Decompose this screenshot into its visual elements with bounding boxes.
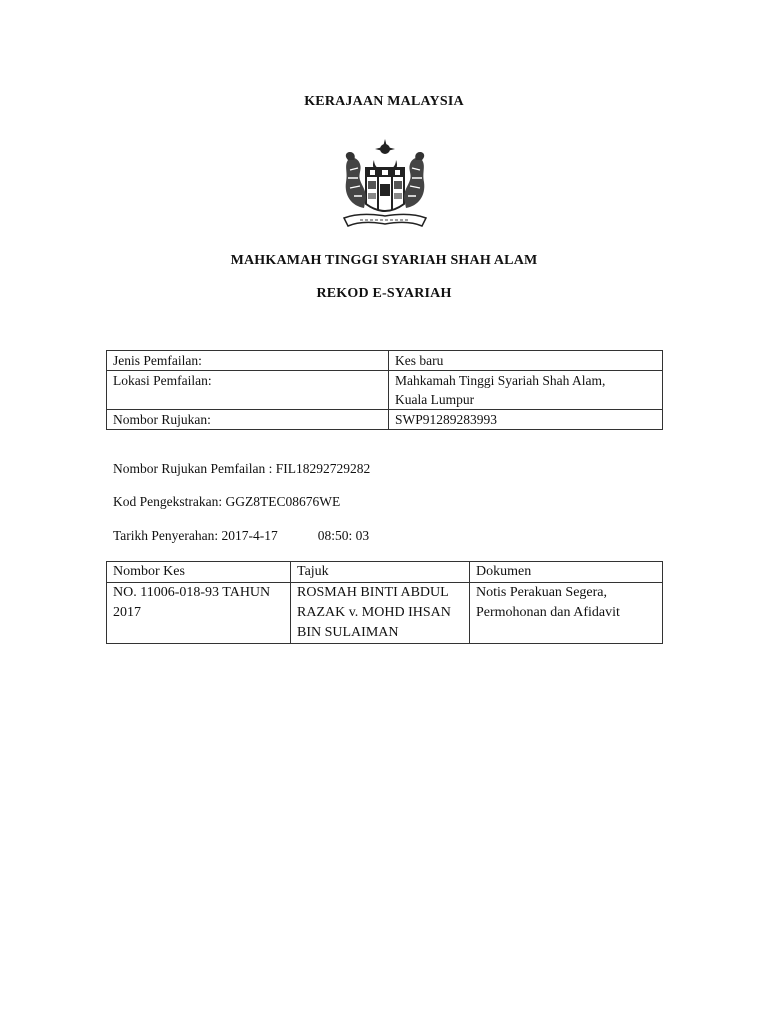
table-header-row	[107, 562, 663, 583]
column-header-title: Tajuk	[291, 562, 470, 583]
extraction-code-line: Kod Pengekstrakan: GGZ8TEC08676WE	[113, 494, 341, 509]
submission-date-line	[113, 528, 369, 544]
column-header-document: Dokumen	[470, 562, 663, 583]
table-cell-value: Kes baru	[389, 351, 663, 371]
table-row	[107, 351, 663, 371]
cell-line: BIN SULAIMAN	[297, 625, 399, 640]
case-number-cell	[107, 583, 291, 644]
case-table	[106, 561, 663, 644]
filing-details-table	[106, 350, 663, 430]
cell-line: Permohonan dan Afidavit	[476, 605, 620, 620]
submission-time: 08:50: 03	[317, 528, 370, 543]
record-title: REKOD E-SYARIAH	[316, 286, 452, 301]
value-line: Kuala Lumpur	[395, 392, 475, 407]
table-cell-value	[389, 371, 663, 410]
table-row	[107, 583, 663, 644]
cell-line: Notis Perakuan Segera,	[476, 585, 608, 600]
table-cell-label: Jenis Pemfailan:	[107, 351, 389, 371]
case-document-cell	[470, 583, 663, 644]
submission-date: Tarikh Penyerahan: 2017-4-17	[113, 528, 278, 543]
case-title-cell	[291, 583, 470, 644]
value-line: Mahkamah Tinggi Syariah Shah Alam,	[395, 373, 606, 388]
cell-line: NO. 11006-018-93 TAHUN	[113, 585, 271, 600]
table-cell-value: SWP91289283993	[389, 410, 663, 430]
cell-line: RAZAK v. MOHD IHSAN	[297, 605, 451, 620]
table-row	[107, 410, 663, 430]
government-heading: KERAJAAN MALAYSIA	[304, 94, 464, 109]
table-cell-label: Lokasi Pemfailan:	[107, 371, 389, 410]
court-heading: MAHKAMAH TINGGI SYARIAH SHAH ALAM	[230, 253, 538, 268]
coat-of-arms-icon	[330, 138, 440, 236]
cell-line: 2017	[113, 605, 141, 620]
filing-reference-line: Nombor Rujukan Pemfailan : FIL18292729282	[113, 461, 371, 476]
column-header-case-no: Nombor Kes	[107, 562, 291, 583]
table-cell-label: Nombor Rujukan:	[107, 410, 389, 430]
cell-line: ROSMAH BINTI ABDUL	[297, 585, 449, 600]
table-row	[107, 371, 663, 410]
